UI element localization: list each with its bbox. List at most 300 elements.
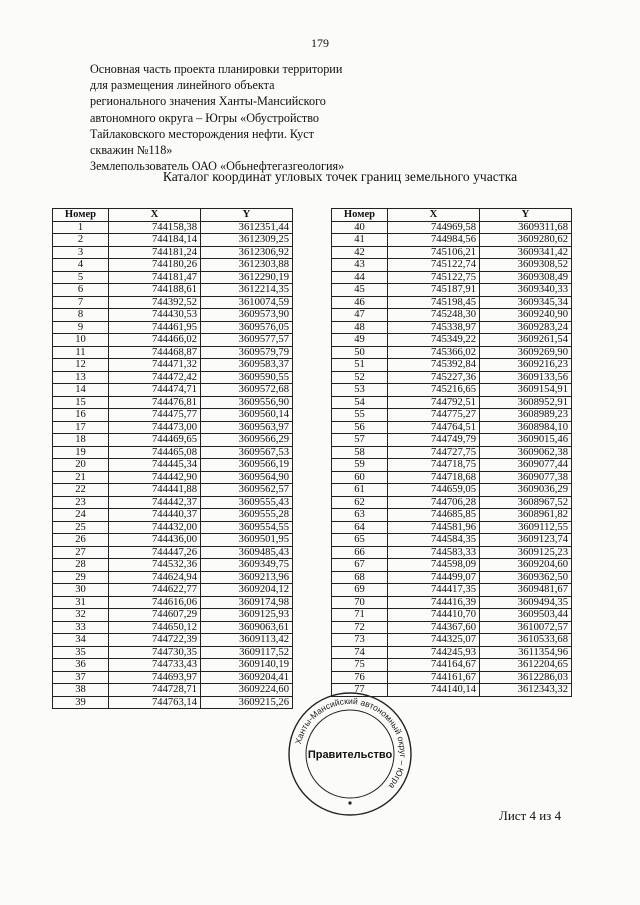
table-row <box>332 609 572 622</box>
cell-number: 31 <box>53 596 109 609</box>
cell-number: 23 <box>53 496 109 509</box>
cell-y: 3612286,03 <box>480 671 572 684</box>
cell-x: 744722,39 <box>109 634 201 647</box>
header-line: регионального значения Ханты-Мансийского <box>90 94 326 109</box>
cell-x: 744184,14 <box>109 234 201 247</box>
table-row <box>332 359 572 372</box>
cell-x: 744581,96 <box>388 521 480 534</box>
cell-x: 744410,70 <box>388 609 480 622</box>
cell-number: 24 <box>53 509 109 522</box>
cell-y: 3609125,93 <box>201 609 293 622</box>
header-line: автономного округа – Югры «Обустройство <box>90 110 319 125</box>
cell-number: 26 <box>53 534 109 547</box>
cell-number: 16 <box>53 409 109 422</box>
cell-x: 744984,56 <box>388 234 480 247</box>
table-row <box>53 621 293 634</box>
header-number: Номер <box>53 209 109 222</box>
table-row <box>332 321 572 334</box>
cell-y: 3609340,33 <box>480 284 572 297</box>
cell-number: 77 <box>332 684 388 697</box>
header-y: Y <box>201 209 293 222</box>
cell-y: 3608952,91 <box>480 396 572 409</box>
cell-y: 3609560,14 <box>201 409 293 422</box>
cell-y: 3609261,54 <box>480 334 572 347</box>
table-row <box>53 446 293 459</box>
cell-x: 745248,30 <box>388 309 480 322</box>
cell-x: 745227,36 <box>388 371 480 384</box>
cell-y: 3609062,38 <box>480 446 572 459</box>
cell-number: 37 <box>53 671 109 684</box>
cell-x: 744730,35 <box>109 646 201 659</box>
table-row <box>332 396 572 409</box>
table-row <box>53 546 293 559</box>
cell-y: 3612303,88 <box>201 259 293 272</box>
table-row <box>53 521 293 534</box>
cell-x: 744763,14 <box>109 696 201 709</box>
cell-number: 35 <box>53 646 109 659</box>
table-row <box>332 621 572 634</box>
table-row <box>332 434 572 447</box>
table-row <box>53 634 293 647</box>
cell-y: 3609308,52 <box>480 259 572 272</box>
cell-number: 74 <box>332 646 388 659</box>
table-row <box>332 509 572 522</box>
table-row <box>53 684 293 697</box>
table-row <box>53 534 293 547</box>
cell-y: 3609140,19 <box>201 659 293 672</box>
table-row <box>53 596 293 609</box>
cell-number: 66 <box>332 546 388 559</box>
cell-x: 744245,93 <box>388 646 480 659</box>
cell-y: 3609566,29 <box>201 434 293 447</box>
cell-x: 744416,39 <box>388 596 480 609</box>
cell-number: 8 <box>53 309 109 322</box>
table-row <box>332 534 572 547</box>
cell-y: 3610072,57 <box>480 621 572 634</box>
cell-x: 744499,07 <box>388 571 480 584</box>
project-header <box>90 61 360 174</box>
cell-y: 3608989,23 <box>480 409 572 422</box>
cell-number: 56 <box>332 421 388 434</box>
cell-x: 744598,09 <box>388 559 480 572</box>
cell-number: 48 <box>332 321 388 334</box>
cell-y: 3609583,37 <box>201 359 293 372</box>
cell-x: 744161,67 <box>388 671 480 684</box>
table-row <box>53 459 293 472</box>
cell-y: 3609308,49 <box>480 271 572 284</box>
cell-number: 44 <box>332 271 388 284</box>
cell-y: 3609063,61 <box>201 621 293 634</box>
table-row <box>332 521 572 534</box>
cell-number: 71 <box>332 609 388 622</box>
cell-y: 3609112,55 <box>480 521 572 534</box>
cell-x: 745122,74 <box>388 259 480 272</box>
cell-y: 3608984,10 <box>480 421 572 434</box>
cell-y: 3610074,59 <box>201 296 293 309</box>
seal-ring-text: Ханты-Мансийский автономный округ – Югра <box>293 695 409 791</box>
cell-x: 745122,75 <box>388 271 480 284</box>
sheet-label: Лист 4 из 4 <box>499 808 562 823</box>
cell-number: 9 <box>53 321 109 334</box>
cell-y: 3612306,92 <box>201 246 293 259</box>
table-row <box>332 646 572 659</box>
cell-x: 745338,97 <box>388 321 480 334</box>
cell-number: 61 <box>332 484 388 497</box>
cell-x: 745216,65 <box>388 384 480 397</box>
cell-x: 745366,02 <box>388 346 480 359</box>
cell-x: 744607,29 <box>109 609 201 622</box>
cell-y: 3609036,29 <box>480 484 572 497</box>
cell-x: 745198,45 <box>388 296 480 309</box>
coordinates-table-right <box>331 208 572 697</box>
table-row <box>332 659 572 672</box>
cell-number: 28 <box>53 559 109 572</box>
cell-y: 3609283,24 <box>480 321 572 334</box>
cell-number: 70 <box>332 596 388 609</box>
cell-y: 3609077,44 <box>480 459 572 472</box>
table-row <box>53 484 293 497</box>
cell-y: 3609215,26 <box>201 696 293 709</box>
cell-number: 30 <box>53 584 109 597</box>
cell-y: 3611354,96 <box>480 646 572 659</box>
cell-number: 40 <box>332 221 388 234</box>
cell-y: 3609555,28 <box>201 509 293 522</box>
table-row <box>53 271 293 284</box>
cell-y: 3612309,25 <box>201 234 293 247</box>
table-row <box>332 671 572 684</box>
cell-number: 20 <box>53 459 109 472</box>
cell-number: 6 <box>53 284 109 297</box>
table-row <box>53 696 293 709</box>
cell-x: 744685,85 <box>388 509 480 522</box>
cell-number: 22 <box>53 484 109 497</box>
table-row <box>332 246 572 259</box>
cell-y: 3609577,57 <box>201 334 293 347</box>
cell-y: 3610533,68 <box>480 634 572 647</box>
cell-number: 27 <box>53 546 109 559</box>
cell-y: 3609362,50 <box>480 571 572 584</box>
table-row <box>332 459 572 472</box>
cell-x: 744718,68 <box>388 471 480 484</box>
cell-number: 3 <box>53 246 109 259</box>
cell-number: 64 <box>332 521 388 534</box>
header-line: Тайлаковского месторождения нефти. Куст <box>90 126 314 141</box>
seal-graphic <box>287 691 413 817</box>
cell-x: 744583,33 <box>388 546 480 559</box>
cell-number: 52 <box>332 371 388 384</box>
table-header-row <box>332 209 572 222</box>
cell-y: 3609567,53 <box>201 446 293 459</box>
cell-x: 744469,65 <box>109 434 201 447</box>
table-row <box>332 284 572 297</box>
seal-star-icon <box>348 801 351 804</box>
cell-y: 3609349,75 <box>201 559 293 572</box>
table-row <box>53 471 293 484</box>
table-row <box>332 259 572 272</box>
cell-x: 744325,07 <box>388 634 480 647</box>
header-x: X <box>388 209 480 222</box>
cell-y: 3609204,41 <box>201 671 293 684</box>
cell-x: 744158,38 <box>109 221 201 234</box>
cell-y: 3609566,19 <box>201 459 293 472</box>
cell-y: 3609563,97 <box>201 421 293 434</box>
cell-number: 73 <box>332 634 388 647</box>
cell-number: 38 <box>53 684 109 697</box>
cell-y: 3609280,62 <box>480 234 572 247</box>
table-row <box>53 321 293 334</box>
table-row <box>53 509 293 522</box>
cell-x: 744706,28 <box>388 496 480 509</box>
cell-y: 3609125,23 <box>480 546 572 559</box>
cell-y: 3609579,79 <box>201 346 293 359</box>
cell-y: 3609213,96 <box>201 571 293 584</box>
table-row <box>53 659 293 672</box>
cell-x: 744466,02 <box>109 334 201 347</box>
table-row <box>53 334 293 347</box>
cell-x: 744392,52 <box>109 296 201 309</box>
table-row <box>53 221 293 234</box>
table-header-row <box>53 209 293 222</box>
cell-y: 3609564,90 <box>201 471 293 484</box>
cell-number: 1 <box>53 221 109 234</box>
cell-y: 3609204,60 <box>480 559 572 572</box>
header-number: Номер <box>332 209 388 222</box>
table-row <box>332 296 572 309</box>
cell-x: 745106,21 <box>388 246 480 259</box>
table-row <box>53 409 293 422</box>
coordinates-table-left <box>52 208 293 709</box>
table-row <box>53 434 293 447</box>
cell-y: 3609485,43 <box>201 546 293 559</box>
table-row <box>53 671 293 684</box>
cell-number: 62 <box>332 496 388 509</box>
header-line: Землепользователь ОАО «Обьнефтегазгеология» <box>90 159 345 174</box>
table-row <box>332 371 572 384</box>
cell-x: 744693,97 <box>109 671 201 684</box>
table-row <box>332 471 572 484</box>
table-row <box>53 371 293 384</box>
cell-number: 36 <box>53 659 109 672</box>
cell-number: 42 <box>332 246 388 259</box>
table-row <box>332 221 572 234</box>
table-row <box>53 309 293 322</box>
table-row <box>332 634 572 647</box>
cell-x: 744440,37 <box>109 509 201 522</box>
cell-x: 744367,60 <box>388 621 480 634</box>
cell-y: 3609341,42 <box>480 246 572 259</box>
cell-y: 3609224,60 <box>201 684 293 697</box>
cell-number: 17 <box>53 421 109 434</box>
cell-x: 744476,81 <box>109 396 201 409</box>
cell-y: 3612290,19 <box>201 271 293 284</box>
cell-y: 3609113,42 <box>201 634 293 647</box>
cell-y: 3609481,67 <box>480 584 572 597</box>
cell-x: 744969,58 <box>388 221 480 234</box>
cell-number: 67 <box>332 559 388 572</box>
cell-number: 43 <box>332 259 388 272</box>
cell-number: 45 <box>332 284 388 297</box>
table-row <box>53 359 293 372</box>
table-row <box>332 409 572 422</box>
cell-x: 744180,26 <box>109 259 201 272</box>
cell-x: 745349,22 <box>388 334 480 347</box>
cell-y: 3609117,52 <box>201 646 293 659</box>
table-row <box>332 546 572 559</box>
cell-x: 744442,90 <box>109 471 201 484</box>
cell-x: 744472,42 <box>109 371 201 384</box>
cell-y: 3609503,44 <box>480 609 572 622</box>
cell-number: 50 <box>332 346 388 359</box>
cell-y: 3609345,34 <box>480 296 572 309</box>
seal-center-text: Правительство <box>307 749 393 761</box>
cell-x: 744622,77 <box>109 584 201 597</box>
cell-y: 3609562,57 <box>201 484 293 497</box>
table-row <box>332 484 572 497</box>
table-row <box>53 396 293 409</box>
cell-number: 34 <box>53 634 109 647</box>
cell-number: 12 <box>53 359 109 372</box>
cell-x: 744650,12 <box>109 621 201 634</box>
cell-x: 744792,51 <box>388 396 480 409</box>
cell-y: 3609015,46 <box>480 434 572 447</box>
cell-number: 11 <box>53 346 109 359</box>
cell-x: 744474,71 <box>109 384 201 397</box>
cell-number: 7 <box>53 296 109 309</box>
cell-x: 744475,77 <box>109 409 201 422</box>
cell-number: 5 <box>53 271 109 284</box>
table-row <box>53 246 293 259</box>
cell-x: 744140,14 <box>388 684 480 697</box>
table-row <box>332 421 572 434</box>
cell-x: 744532,36 <box>109 559 201 572</box>
cell-x: 744718,75 <box>388 459 480 472</box>
cell-number: 54 <box>332 396 388 409</box>
cell-y: 3609555,43 <box>201 496 293 509</box>
cell-number: 75 <box>332 659 388 672</box>
cell-y: 3609311,68 <box>480 221 572 234</box>
cell-y: 3609240,90 <box>480 309 572 322</box>
cell-y: 3609216,23 <box>480 359 572 372</box>
header-line: для размещения линейного объекта <box>90 78 275 93</box>
cell-y: 3612204,65 <box>480 659 572 672</box>
table-row <box>53 296 293 309</box>
table-row <box>53 259 293 272</box>
cell-number: 10 <box>53 334 109 347</box>
table-row <box>332 334 572 347</box>
cell-number: 72 <box>332 621 388 634</box>
cell-number: 58 <box>332 446 388 459</box>
cell-x: 744432,00 <box>109 521 201 534</box>
cell-y: 3612214,35 <box>201 284 293 297</box>
cell-number: 15 <box>53 396 109 409</box>
cell-number: 68 <box>332 571 388 584</box>
cell-number: 57 <box>332 434 388 447</box>
cell-y: 3609554,55 <box>201 521 293 534</box>
cell-x: 744616,06 <box>109 596 201 609</box>
cell-x: 744749,79 <box>388 434 480 447</box>
cell-number: 41 <box>332 234 388 247</box>
header-line: Основная часть проекта планировки территории <box>90 62 343 76</box>
table-row <box>332 309 572 322</box>
cell-number: 4 <box>53 259 109 272</box>
table-row <box>332 234 572 247</box>
cell-x: 745187,91 <box>388 284 480 297</box>
cell-y: 3612351,44 <box>201 221 293 234</box>
cell-y: 3608967,52 <box>480 496 572 509</box>
cell-x: 744430,53 <box>109 309 201 322</box>
cell-x: 744624,94 <box>109 571 201 584</box>
table-row <box>332 271 572 284</box>
cell-y: 3609133,56 <box>480 371 572 384</box>
cell-number: 32 <box>53 609 109 622</box>
cell-x: 744465,08 <box>109 446 201 459</box>
cell-number: 51 <box>332 359 388 372</box>
header-x: X <box>109 209 201 222</box>
table-row <box>53 496 293 509</box>
table-row <box>53 421 293 434</box>
cell-y: 3609123,74 <box>480 534 572 547</box>
cell-y: 3609573,90 <box>201 309 293 322</box>
cell-x: 744733,43 <box>109 659 201 672</box>
cell-number: 47 <box>332 309 388 322</box>
cell-y: 3609269,90 <box>480 346 572 359</box>
cell-x: 744764,51 <box>388 421 480 434</box>
cell-number: 33 <box>53 621 109 634</box>
cell-x: 745392,84 <box>388 359 480 372</box>
table-row <box>332 596 572 609</box>
cell-y: 3609077,38 <box>480 471 572 484</box>
cell-number: 60 <box>332 471 388 484</box>
cell-y: 3609501,95 <box>201 534 293 547</box>
cell-number: 39 <box>53 696 109 709</box>
table-row <box>53 646 293 659</box>
government-seal <box>287 691 413 817</box>
cell-x: 744584,35 <box>388 534 480 547</box>
cell-number: 69 <box>332 584 388 597</box>
header-line: скважин №118» <box>90 143 173 158</box>
table-row <box>53 584 293 597</box>
table-row <box>53 609 293 622</box>
cell-x: 744727,75 <box>388 446 480 459</box>
cell-x: 744441,88 <box>109 484 201 497</box>
cell-number: 19 <box>53 446 109 459</box>
cell-x: 744164,67 <box>388 659 480 672</box>
page-number: 179 <box>311 36 329 50</box>
cell-number: 29 <box>53 571 109 584</box>
cell-x: 744728,71 <box>109 684 201 697</box>
cell-number: 46 <box>332 296 388 309</box>
cell-number: 49 <box>332 334 388 347</box>
table-row <box>53 384 293 397</box>
cell-y: 3609154,91 <box>480 384 572 397</box>
cell-y: 3609174,98 <box>201 596 293 609</box>
table-row <box>332 571 572 584</box>
cell-x: 744461,95 <box>109 321 201 334</box>
cell-x: 744471,32 <box>109 359 201 372</box>
cell-y: 3608961,82 <box>480 509 572 522</box>
cell-x: 744473,00 <box>109 421 201 434</box>
cell-number: 76 <box>332 671 388 684</box>
cell-number: 2 <box>53 234 109 247</box>
table-row <box>332 559 572 572</box>
cell-number: 21 <box>53 471 109 484</box>
table-row <box>332 584 572 597</box>
cell-x: 744181,47 <box>109 271 201 284</box>
table-row <box>332 384 572 397</box>
table-row <box>332 446 572 459</box>
cell-x: 744659,05 <box>388 484 480 497</box>
cell-x: 744188,61 <box>109 284 201 297</box>
